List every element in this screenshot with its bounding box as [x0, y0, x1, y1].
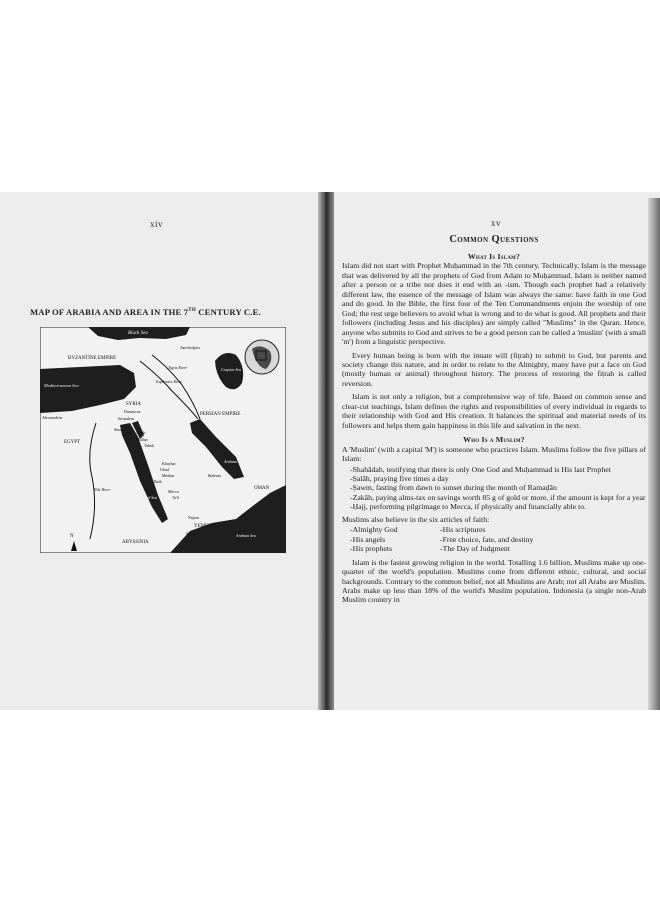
label-syria: SYRIA — [126, 402, 142, 407]
label-mecca: Mecca — [168, 489, 179, 494]
arabia-map — [40, 327, 286, 553]
page-number-right: xv — [491, 218, 501, 228]
label-alexandria: Alexandria — [42, 415, 62, 420]
list-item: -Ḥajj, performing pilgrimage to Mecca, if physically and financially able to. — [350, 502, 587, 512]
heading-who-is-muslim: Who Is a Muslim? — [463, 435, 525, 445]
label-azerbaijan: Azerbaijan — [180, 345, 200, 350]
gutter-left — [318, 192, 326, 710]
paragraph-muslim-intro: A 'Muslim' (with a capital 'M') is someone who practices Islam. Muslims follow the five pillars of Islam: — [342, 444, 646, 464]
body-text — [342, 247, 646, 609]
label-khaybar: Khaybar — [162, 461, 176, 466]
articles-list — [350, 525, 646, 553]
list-item: -Ṣalāh, praying five times a day — [350, 473, 449, 483]
label-najran: Najran — [188, 515, 199, 520]
pillars-list — [350, 465, 646, 512]
label-tigris: Tigris River — [168, 365, 188, 370]
label-yemen: YEMEN — [194, 524, 212, 529]
label-abyssinia: ABYSSINIA — [122, 540, 149, 545]
label-sinai: Sinai — [114, 427, 123, 432]
map-title — [30, 307, 280, 317]
label-oman: OMAN — [254, 486, 270, 491]
paragraph-islam-3: Islam is not only a religion, but a comprehensive way of life. Based on common sense and clear-cut teachings, Islam defines the rights and responsibilities of every individual in regards to their relationship with God and His creation. It balances the spiritual and material needs of its followers and helps them gain happiness in this life and salvation in the next. — [342, 392, 646, 430]
left-page — [0, 192, 318, 710]
label-taif: Ta'if — [172, 495, 180, 500]
label-aylah: Aylah — [136, 430, 146, 435]
list-item: -Shahādah, testifying that there is only One God and Muḥammad is His last Prophet — [350, 464, 611, 474]
label-caspian-sea: Caspian Sea — [221, 367, 242, 372]
label-badr: Badr — [154, 479, 162, 484]
label-arabian-gulf: Arabian Gulf — [224, 459, 246, 464]
label-jerusalem: Jerusalem — [118, 416, 134, 421]
heading-what-is-islam: What Is Islam? — [467, 252, 521, 261]
page-number-left: xiv — [150, 219, 164, 229]
label-euphrates: Euphrates River — [156, 379, 183, 384]
label-nile: Nile River — [94, 487, 111, 492]
list-item: -The Day of Judgment — [440, 544, 510, 554]
list-item: -Ṣawm, fasting from dawn to sunset during the month of Ramaḍān — [350, 483, 557, 493]
map-svg — [40, 327, 286, 553]
map-title-sup: TH — [188, 308, 196, 314]
list-item: -Zakāh, paying alms-tax on savings worth 85 g of gold or more, if the amount is kept for a year — [350, 492, 646, 502]
label-north: N — [70, 534, 74, 539]
label-arabian-sea: Arabian Sea — [236, 533, 256, 538]
paragraph-growth: Islam is the fastest growing religion in the world. Totalling 1.6 billion, Muslims make up one-quarter of the world's population. Muslims come from different ethnic, cultural, and social backgrounds. Contrary to the common belief, not all Muslims are Arab; not all Arabs are Muslim. Arabs make up less than 18% of the world's Muslim population. Indonesia (a single non-Arab Muslim country in — [342, 557, 646, 605]
paragraph-articles-intro: Muslims also believe in the six articles of faith: — [342, 514, 490, 524]
label-midian: Midian — [136, 437, 148, 442]
label-mediterranean: Mediterranean Sea — [44, 383, 79, 388]
paragraph-islam-2: Every human being is born with the innate will (fiṭrah) to submit to God, but parents and society change this nature, and in order to relate to the Almighty, many have put a face on God (mostly human or animal) throughout history. The process of restoring the fiṭrah is called reversion. — [342, 350, 646, 388]
list-item: -Free choice, fate, and destiny — [440, 534, 534, 544]
label-damascus: Damascus — [124, 409, 141, 414]
label-uhud: Uhud — [160, 467, 169, 472]
label-egypt: EGYPT — [64, 440, 81, 445]
map-title-end: CENTURY C.E. — [195, 307, 261, 317]
gutter-right — [326, 192, 334, 710]
label-persian-empire: PERSIAN EMPIRE — [200, 412, 241, 417]
list-item: -His angels — [350, 534, 386, 544]
label-medina: Medina — [162, 473, 175, 478]
map-title-main: MAP OF ARABIA AND AREA IN THE 7 — [30, 307, 189, 317]
label-byzantine: BYZANTINE EMPIRE — [68, 356, 117, 361]
paragraph-islam-1: Islam did not start with Prophet Muḥammad in the 7th century. Technically, Islam is the message that was delivered by all the prophets of God from Adam to Muḥammad. Islam is neither named after a person or a tribe nor does it end with an -ism. Though each prophet had a relatively different law, the essence of the message of Islam was always the same: have faith in one God and do good. In the Bible, the first four of the Ten Commandments enjoin the worship of one God; the rest urge believers to avoid what is wrong and to do what is good. All prophets and their followers (including Jesus and his disciples) are simply called "Muslims" in the Quran. Hence, anyone who submits to God and strives to be a good person can be called a 'muslim' (with a small 'm') from a linguistic perspective. — [342, 261, 646, 347]
label-black-sea: Black Sea — [128, 331, 148, 336]
page-title — [340, 234, 648, 245]
list-item: -Almighty God — [350, 525, 398, 535]
label-tabuk: Tabuk — [144, 443, 154, 448]
page-title-text: Common Questions — [449, 234, 539, 245]
book-spread — [0, 192, 660, 710]
label-sanaa: Sanaa — [186, 531, 196, 536]
label-bahrain: Bahrain — [208, 473, 222, 478]
list-item: -His scriptures — [440, 525, 486, 535]
label-red-sea: Red Sea — [144, 495, 157, 500]
page-edge — [648, 198, 660, 710]
list-item: -His prophets — [350, 544, 392, 554]
